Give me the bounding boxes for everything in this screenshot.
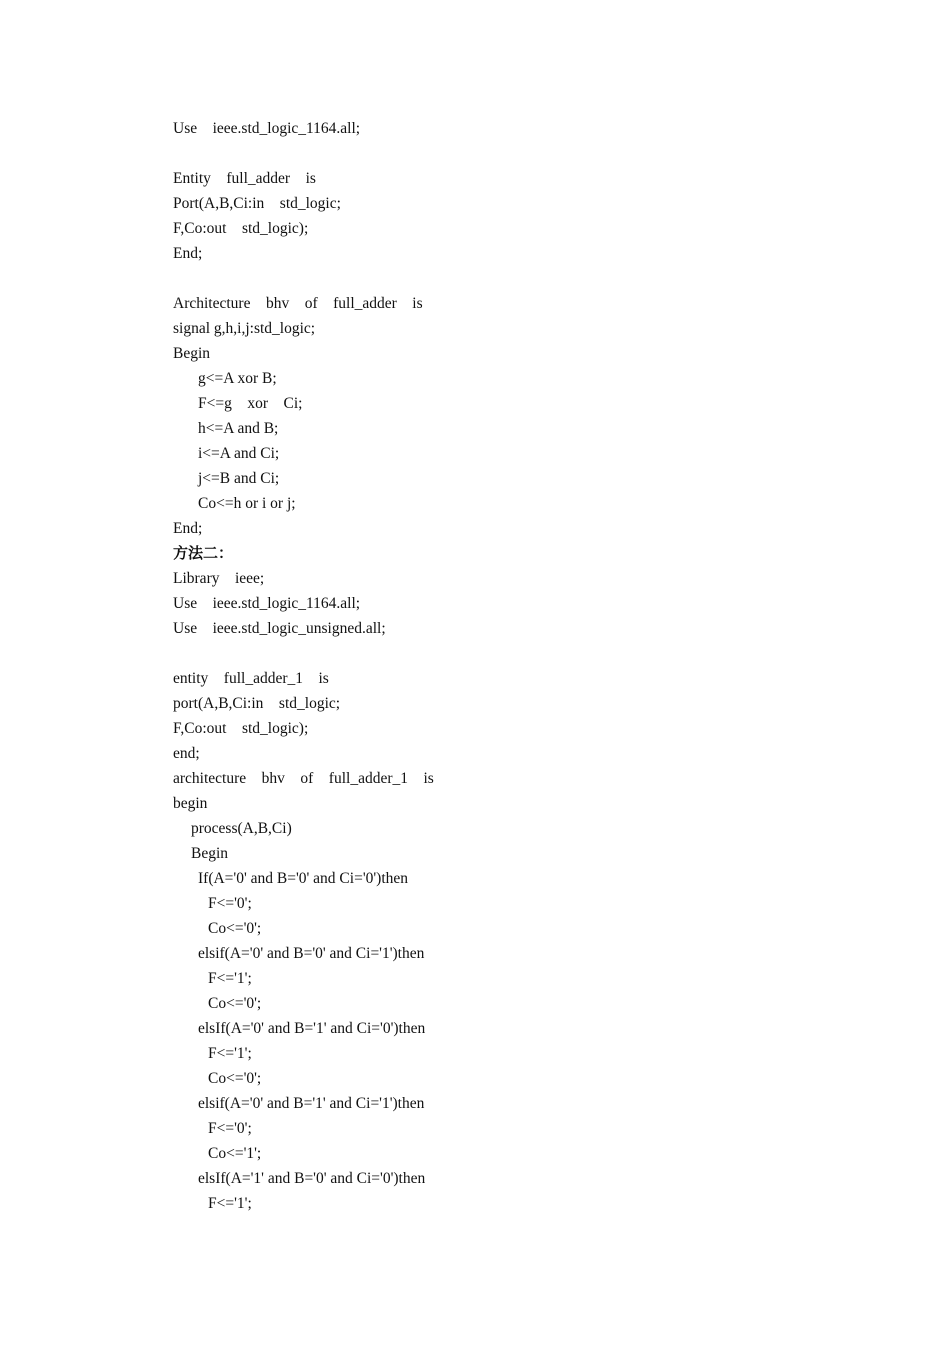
code-line: Begin	[173, 345, 211, 362]
code-line: elsif(A='0' and B='0' and Ci='1')then	[198, 945, 425, 962]
code-line: signal g,h,i,j:std_logic;	[173, 320, 316, 337]
code-line: Architecture bhv of full_adder is	[173, 295, 423, 312]
blank-line	[173, 266, 773, 291]
code-line: F,Co:out std_logic);	[173, 720, 309, 737]
code-line: Begin	[191, 845, 229, 862]
code-line: F<='1';	[208, 1045, 252, 1062]
code-line: Use ieee.std_logic_unsigned.all;	[173, 620, 386, 637]
code-line: End;	[173, 520, 203, 537]
code-line: Use ieee.std_logic_1164.all;	[173, 120, 361, 137]
code-line: F<=g xor Ci;	[198, 395, 303, 412]
code-line: h<=A and B;	[198, 420, 279, 437]
code-line: i<=A and Ci;	[198, 445, 280, 462]
code-line: If(A='0' and B='0' and Ci='0')then	[198, 870, 408, 887]
code-line: Entity full_adder is	[173, 170, 316, 187]
code-line: elsif(A='0' and B='1' and Ci='1')then	[198, 1095, 425, 1112]
code-line: process(A,B,Ci)	[191, 820, 292, 837]
code-line: Co<=h or i or j;	[198, 495, 296, 512]
code-line: end;	[173, 745, 200, 762]
code-line: Port(A,B,Ci:in std_logic;	[173, 195, 341, 212]
code-line: Co<='0';	[208, 920, 262, 937]
code-line: port(A,B,Ci:in std_logic;	[173, 695, 341, 712]
code-line: Co<='0';	[208, 1070, 262, 1087]
code-line: End;	[173, 245, 203, 262]
code-line: j<=B and Ci;	[198, 470, 280, 487]
vhdl-code-block	[173, 116, 773, 1216]
code-line: elsIf(A='1' and B='0' and Ci='0')then	[198, 1170, 426, 1187]
code-line: Co<='0';	[208, 995, 262, 1012]
code-line: F<='1';	[208, 1195, 252, 1212]
code-line: entity full_adder_1 is	[173, 670, 329, 687]
code-line: F<='0';	[208, 895, 252, 912]
code-line: elsIf(A='0' and B='1' and Ci='0')then	[198, 1020, 426, 1037]
blank-line	[173, 141, 773, 166]
code-line: Use ieee.std_logic_1164.all;	[173, 595, 361, 612]
code-line: F<='0';	[208, 1120, 252, 1137]
code-line: Co<='1';	[208, 1145, 262, 1162]
code-line: g<=A xor B;	[198, 370, 277, 387]
code-line: F<='1';	[208, 970, 252, 987]
code-line: architecture bhv of full_adder_1 is	[173, 770, 434, 787]
code-line: Library ieee;	[173, 570, 265, 587]
blank-line	[173, 641, 773, 666]
code-line: F,Co:out std_logic);	[173, 220, 309, 237]
section-heading: 方法二：	[173, 544, 234, 562]
code-line: begin	[173, 795, 208, 812]
